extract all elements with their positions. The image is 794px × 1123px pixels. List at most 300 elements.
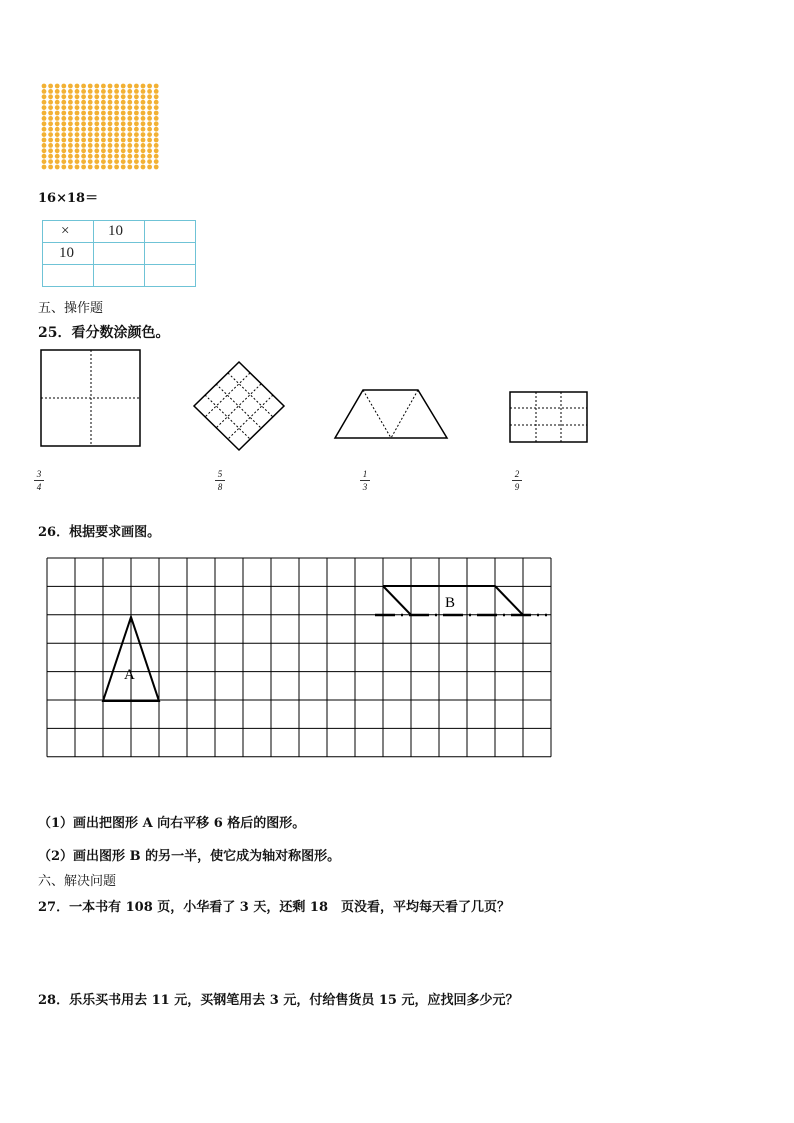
dot [134,116,139,121]
dot [127,127,132,132]
dot [114,116,119,121]
dot [48,84,53,89]
dot [154,100,159,105]
dot [81,138,86,143]
dot [114,121,119,126]
rectangle-shape [510,392,587,442]
dot [42,138,47,143]
dot [101,132,106,137]
dot [42,94,47,99]
dot [114,105,119,110]
numerator: 3 [36,469,42,479]
dot [55,159,60,164]
dot [114,138,119,143]
dot [55,138,60,143]
dot [114,148,119,153]
fraction-label [512,469,522,492]
dot [127,132,132,137]
dot [68,143,73,148]
dot [121,89,126,94]
dot [42,116,47,121]
dot [141,89,146,94]
dot [134,94,139,99]
dot [68,105,73,110]
table-cell [43,265,94,287]
dot [154,132,159,137]
dot [154,84,159,89]
dot [61,143,66,148]
numerator: 5 [217,469,223,479]
dot [134,138,139,143]
dot [88,127,93,132]
dot [127,105,132,110]
dot [127,100,132,105]
dot [121,165,126,170]
dot [141,84,146,89]
dot [94,143,99,148]
dot [121,94,126,99]
dot [61,132,66,137]
numerator: 1 [362,469,368,479]
dot [141,154,146,159]
dot [55,143,60,148]
dot [55,132,60,137]
dot [61,94,66,99]
dot [101,143,106,148]
dot [121,159,126,164]
dot [75,89,80,94]
fraction-label [34,469,44,492]
dot [127,84,132,89]
dot [81,116,86,121]
dot [114,94,119,99]
dot [114,143,119,148]
multiplication-table [42,220,196,287]
dot [75,127,80,132]
dot [75,165,80,170]
dot [114,165,119,170]
dot [81,105,86,110]
dot [141,121,146,126]
dot [154,165,159,170]
dot [121,116,126,121]
dot [88,116,93,121]
dot [68,165,73,170]
dot [147,138,152,143]
dot [68,154,73,159]
dot [141,143,146,148]
dot [108,116,113,121]
dot [134,111,139,116]
dot [134,105,139,110]
dot [94,105,99,110]
dot [81,148,86,153]
dot [48,132,53,137]
dot [114,154,119,159]
dot [68,159,73,164]
denominator: 4 [36,482,42,492]
dot [88,94,93,99]
dot [134,132,139,137]
table-row [43,243,196,265]
dot [101,138,106,143]
dot [68,116,73,121]
dot [75,94,80,99]
dot [68,111,73,116]
dot [75,148,80,153]
dot [42,127,47,132]
dot [101,84,106,89]
dot [114,127,119,132]
dot-array [40,82,162,172]
dot [61,159,66,164]
dot [81,84,86,89]
dot [55,89,60,94]
square-shape [41,350,140,446]
dot [127,159,132,164]
dot [141,148,146,153]
dot [108,154,113,159]
dot [101,154,106,159]
dot [147,89,152,94]
dot [88,165,93,170]
dot [134,127,139,132]
table-cell [94,243,145,265]
dot [48,94,53,99]
dot [108,84,113,89]
dot [94,148,99,153]
dot [147,154,152,159]
dot [42,148,47,153]
dot [88,132,93,137]
dot [114,100,119,105]
dot [147,127,152,132]
denominator: 9 [514,482,520,492]
dot [42,159,47,164]
trapezoid-shape [335,390,447,438]
dot [88,148,93,153]
dot [101,148,106,153]
dot [55,127,60,132]
table-cell [145,265,196,287]
dot [68,94,73,99]
dot [42,165,47,170]
dot [101,127,106,132]
dot [55,94,60,99]
dot [94,132,99,137]
dot [94,138,99,143]
fraction-shapes [0,340,794,455]
dot [141,94,146,99]
dot [75,154,80,159]
dot [42,154,47,159]
dot [141,132,146,137]
dot [68,138,73,143]
dot [101,121,106,126]
dot [48,159,53,164]
dot [81,94,86,99]
dot [134,121,139,126]
fraction-label [215,469,225,492]
dot [42,84,47,89]
dot [48,100,53,105]
dot [121,143,126,148]
dot [101,100,106,105]
dot [88,111,93,116]
dot [61,116,66,121]
dot [48,127,53,132]
dot [147,116,152,121]
dot [141,100,146,105]
dot [55,154,60,159]
dot [88,84,93,89]
dot [55,148,60,153]
dot [154,148,159,153]
dot [101,89,106,94]
dot [88,121,93,126]
dot [61,127,66,132]
dot [42,111,47,116]
dot [121,154,126,159]
dot [94,127,99,132]
dot [114,111,119,116]
fraction-label [360,469,370,492]
section-title: 六、解决问题 [38,874,117,889]
dot [48,116,53,121]
dot [121,138,126,143]
question-25-title: 25．看分数涂颜色。 [38,325,170,341]
dot [48,121,53,126]
dot [121,84,126,89]
dot [108,100,113,105]
question-27: 27．一本书有 108 页，小华看了 3 天，还剩 18 页没看，平均每天看了几页？ [38,900,510,915]
dot [108,127,113,132]
dot [94,89,99,94]
dot [108,105,113,110]
dot [94,84,99,89]
dot [141,127,146,132]
q26-task-1: （1）画出把图形 A 向右平移 6 格后的图形。 [38,816,306,831]
dot [147,84,152,89]
dot [48,138,53,143]
dot [88,105,93,110]
dot [75,121,80,126]
dot [147,143,152,148]
shape-a-label: A [124,667,135,683]
equation: 16×18＝ [38,191,99,206]
dot [75,138,80,143]
dot [75,84,80,89]
drawing-grid [0,550,794,765]
table-cell [145,243,196,265]
dot [141,116,146,121]
dot [121,127,126,132]
dot [101,159,106,164]
section-title: 五、操作题 [38,301,104,316]
dot [94,94,99,99]
table-cell [94,265,145,287]
dot [75,105,80,110]
grid-lines [47,558,551,757]
dot [141,165,146,170]
dot [68,121,73,126]
dot [114,84,119,89]
dot [141,138,146,143]
dot [94,154,99,159]
dot [48,143,53,148]
dot [127,94,132,99]
dot [75,111,80,116]
dot [154,154,159,159]
dot [134,100,139,105]
dot [147,111,152,116]
dot [42,100,47,105]
dot [134,154,139,159]
dot [134,165,139,170]
dot [114,89,119,94]
dot [68,148,73,153]
dot [127,143,132,148]
question-28: 28．乐乐买书用去 11 元，买钢笔用去 3 元，付给售货员 15 元，应找回多少元？ [38,993,519,1008]
dot [141,105,146,110]
dot [61,100,66,105]
dot [108,148,113,153]
dot [134,159,139,164]
dot [48,105,53,110]
dot [127,89,132,94]
dot [154,116,159,121]
dot [101,111,106,116]
dot [127,116,132,121]
dot [154,111,159,116]
table-row [43,265,196,287]
dot [81,89,86,94]
dot [134,148,139,153]
dot [121,105,126,110]
dot [48,89,53,94]
dot [61,165,66,170]
denominator: 8 [217,482,223,492]
dot [81,121,86,126]
dot [88,138,93,143]
dot [114,159,119,164]
table-row [43,221,196,243]
dot [94,165,99,170]
dot [48,154,53,159]
dot [61,154,66,159]
dot [94,121,99,126]
dot [81,100,86,105]
denominator: 3 [362,482,368,492]
dot [121,148,126,153]
dot [147,94,152,99]
dot [68,84,73,89]
dot [101,105,106,110]
dot [55,111,60,116]
dot [55,116,60,121]
dot [108,111,113,116]
dot [108,89,113,94]
dot [81,159,86,164]
dot [61,138,66,143]
dot [75,100,80,105]
dot [55,84,60,89]
dot [127,148,132,153]
dot [88,100,93,105]
dot [75,159,80,164]
dot [121,100,126,105]
dot [48,148,53,153]
dot [55,121,60,126]
dot [108,132,113,137]
dot [127,165,132,170]
dot [147,132,152,137]
dot [121,111,126,116]
dot [108,121,113,126]
dot [48,111,53,116]
dot [88,154,93,159]
dot [101,94,106,99]
dot [55,165,60,170]
dot [88,143,93,148]
dot [68,100,73,105]
dot [68,89,73,94]
dot [81,111,86,116]
dot [75,132,80,137]
table-cell: 10 [43,243,94,265]
dot [127,121,132,126]
dot [101,165,106,170]
dot [147,159,152,164]
dot [55,100,60,105]
dot [61,121,66,126]
dot [81,154,86,159]
numerator: 2 [514,469,520,479]
dot [81,127,86,132]
dot [61,148,66,153]
dot [42,121,47,126]
dot [94,159,99,164]
dot [147,105,152,110]
dot [42,143,47,148]
dot [147,121,152,126]
dot [134,89,139,94]
dot [141,111,146,116]
diamond-shape [194,362,284,450]
dot [121,132,126,137]
dot [88,89,93,94]
dot [127,138,132,143]
dot [114,132,119,137]
dot [61,111,66,116]
dot [61,84,66,89]
dot [154,143,159,148]
dot [94,100,99,105]
dot [81,143,86,148]
dot [134,143,139,148]
dot [94,116,99,121]
dot [42,89,47,94]
dot [42,132,47,137]
dot [108,165,113,170]
dot [88,159,93,164]
dot [108,138,113,143]
dot [134,84,139,89]
dot [61,89,66,94]
table-cell: × [43,221,94,243]
q26-task-2: （2）画出图形 B 的另一半，使它成为轴对称图形。 [38,849,341,864]
dot [154,121,159,126]
